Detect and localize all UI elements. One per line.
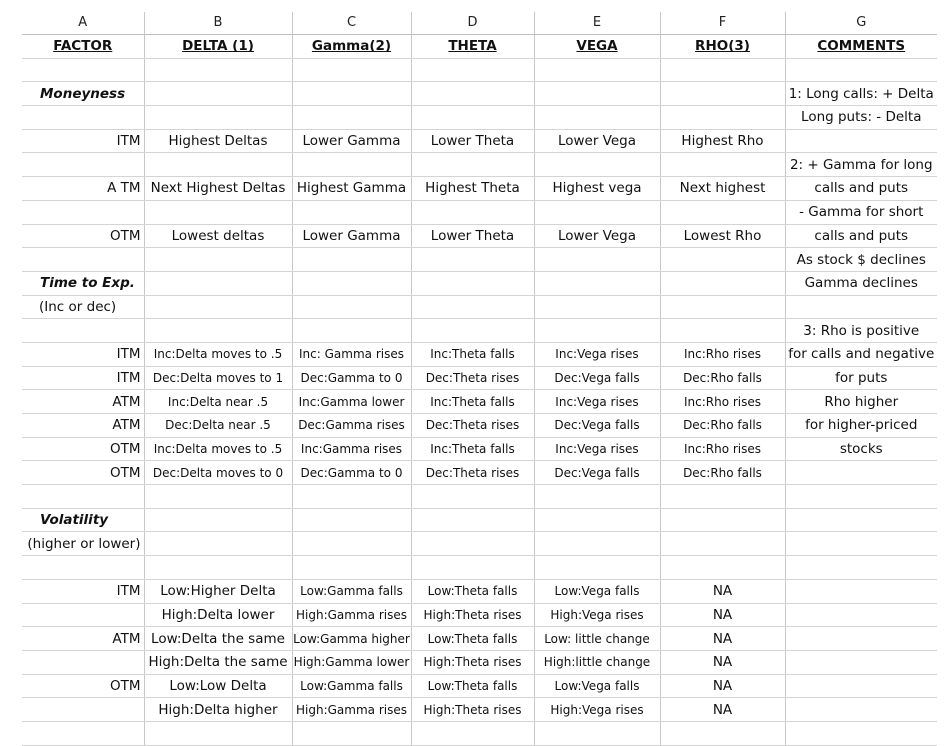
factor-cell[interactable]: ATM xyxy=(22,627,144,651)
vega-cell[interactable]: Highest vega xyxy=(534,177,660,201)
table-row xyxy=(22,106,937,130)
theta-cell[interactable]: Dec:Theta rises xyxy=(411,461,534,485)
comment-cell[interactable]: for puts xyxy=(785,366,937,390)
gamma-cell[interactable]: Low:Gamma falls xyxy=(292,674,411,698)
delta-cell[interactable] xyxy=(144,295,292,319)
comment-cell[interactable]: Rho higher xyxy=(785,390,937,414)
vega-cell[interactable] xyxy=(534,200,660,224)
table-row xyxy=(22,319,937,343)
column-letter[interactable]: G xyxy=(785,12,937,35)
factor-cell[interactable] xyxy=(22,650,144,674)
vega-cell[interactable] xyxy=(534,153,660,177)
column-letter[interactable]: A xyxy=(22,12,144,35)
delta-cell[interactable]: Low:Higher Delta xyxy=(144,579,292,603)
vega-cell[interactable] xyxy=(534,248,660,272)
table-row xyxy=(22,674,937,698)
rho-cell[interactable]: Highest Rho xyxy=(660,129,785,153)
comment-cell[interactable] xyxy=(785,485,937,509)
rho-cell[interactable]: Dec:Rho falls xyxy=(660,366,785,390)
table-row xyxy=(22,461,937,485)
table-row xyxy=(22,177,937,201)
factor-cell[interactable]: Time to Exp. xyxy=(22,271,144,295)
table-row xyxy=(22,721,937,745)
vega-cell[interactable] xyxy=(534,106,660,130)
vega-cell[interactable] xyxy=(534,556,660,580)
column-letter[interactable]: C xyxy=(292,12,411,35)
vega-cell[interactable]: Low:Vega falls xyxy=(534,579,660,603)
rho-cell[interactable]: NA xyxy=(660,650,785,674)
rho-cell[interactable]: Lowest Rho xyxy=(660,224,785,248)
gamma-cell[interactable] xyxy=(292,295,411,319)
vega-cell[interactable]: Dec:Vega falls xyxy=(534,461,660,485)
table-row xyxy=(22,295,937,319)
delta-cell[interactable] xyxy=(144,319,292,343)
theta-cell[interactable] xyxy=(411,271,534,295)
factor-cell[interactable] xyxy=(22,556,144,580)
factor-cell[interactable] xyxy=(22,200,144,224)
comment-cell[interactable]: Gamma declines xyxy=(785,271,937,295)
rho-cell[interactable] xyxy=(660,200,785,224)
rho-cell[interactable]: Inc:Rho rises xyxy=(660,342,785,366)
theta-cell[interactable] xyxy=(411,295,534,319)
comment-cell[interactable] xyxy=(785,129,937,153)
table-row xyxy=(22,82,937,106)
gamma-cell[interactable]: Dec:Gamma to 0 xyxy=(292,366,411,390)
factor-cell[interactable]: ATM xyxy=(22,414,144,438)
gamma-cell[interactable]: Low:Gamma falls xyxy=(292,579,411,603)
delta-cell[interactable] xyxy=(144,153,292,177)
gamma-cell[interactable] xyxy=(292,82,411,106)
header-row xyxy=(22,35,937,59)
header-gamma[interactable]: Gamma(2) xyxy=(292,35,411,59)
gamma-cell[interactable]: Dec:Gamma rises xyxy=(292,414,411,438)
comment-cell[interactable]: 1: Long calls: + Delta xyxy=(785,82,937,106)
factor-cell[interactable]: Volatility xyxy=(22,508,144,532)
theta-cell[interactable] xyxy=(411,153,534,177)
factor-cell[interactable] xyxy=(22,153,144,177)
gamma-cell[interactable] xyxy=(292,200,411,224)
rho-cell[interactable]: NA xyxy=(660,627,785,651)
rho-cell[interactable] xyxy=(660,556,785,580)
comment-cell[interactable]: As stock $ declines xyxy=(785,248,937,272)
factor-cell[interactable] xyxy=(22,603,144,627)
delta-cell[interactable] xyxy=(144,485,292,509)
factor-cell[interactable] xyxy=(22,58,144,82)
rho-cell[interactable]: Dec:Rho falls xyxy=(660,461,785,485)
delta-cell[interactable]: Highest Deltas xyxy=(144,129,292,153)
comment-cell[interactable]: Long puts: - Delta xyxy=(785,106,937,130)
delta-cell[interactable]: Low:Low Delta xyxy=(144,674,292,698)
rho-cell[interactable]: NA xyxy=(660,698,785,722)
comment-cell[interactable] xyxy=(785,698,937,722)
rho-cell[interactable] xyxy=(660,82,785,106)
gamma-cell[interactable]: High:Gamma rises xyxy=(292,603,411,627)
rho-cell[interactable] xyxy=(660,295,785,319)
theta-cell[interactable] xyxy=(411,200,534,224)
vega-cell[interactable]: Lower Vega xyxy=(534,129,660,153)
column-letter[interactable]: E xyxy=(534,12,660,35)
rho-cell[interactable] xyxy=(660,58,785,82)
table-row xyxy=(22,698,937,722)
table-row xyxy=(22,153,937,177)
factor-cell[interactable]: Moneyness xyxy=(22,82,144,106)
table-row xyxy=(22,650,937,674)
table-row xyxy=(22,342,937,366)
rho-cell[interactable]: Dec:Rho falls xyxy=(660,414,785,438)
table-row xyxy=(22,485,937,509)
vega-cell[interactable]: Lower Vega xyxy=(534,224,660,248)
gamma-cell[interactable]: Low:Gamma higher xyxy=(292,627,411,651)
header-vega[interactable]: VEGA xyxy=(534,35,660,59)
table-row xyxy=(22,58,937,82)
delta-cell[interactable] xyxy=(144,556,292,580)
table-row xyxy=(22,129,937,153)
factor-cell[interactable] xyxy=(22,721,144,745)
vega-cell[interactable]: High:Vega rises xyxy=(534,603,660,627)
vega-cell[interactable] xyxy=(534,532,660,556)
vega-cell[interactable]: Low: little change xyxy=(534,627,660,651)
delta-cell[interactable] xyxy=(144,248,292,272)
factor-cell[interactable] xyxy=(22,319,144,343)
theta-cell[interactable]: Lower Theta xyxy=(411,129,534,153)
delta-cell[interactable]: Inc:Delta near .5 xyxy=(144,390,292,414)
gamma-cell[interactable] xyxy=(292,721,411,745)
delta-cell[interactable] xyxy=(144,508,292,532)
gamma-cell[interactable] xyxy=(292,485,411,509)
table-row xyxy=(22,556,937,580)
delta-cell[interactable]: Dec:Delta moves to 1 xyxy=(144,366,292,390)
vega-cell[interactable]: High:Vega rises xyxy=(534,698,660,722)
delta-cell[interactable] xyxy=(144,82,292,106)
table-row xyxy=(22,603,937,627)
comment-cell[interactable]: calls and puts xyxy=(785,224,937,248)
column-letter[interactable]: D xyxy=(411,12,534,35)
vega-cell[interactable] xyxy=(534,721,660,745)
comment-cell[interactable] xyxy=(785,650,937,674)
rho-cell[interactable] xyxy=(660,153,785,177)
rho-cell[interactable] xyxy=(660,508,785,532)
gamma-cell[interactable]: Inc: Gamma rises xyxy=(292,342,411,366)
header-factor[interactable]: FACTOR xyxy=(22,35,144,59)
delta-cell[interactable] xyxy=(144,532,292,556)
vega-cell[interactable] xyxy=(534,82,660,106)
comment-cell[interactable] xyxy=(785,721,937,745)
rho-cell[interactable]: Inc:Rho rises xyxy=(660,390,785,414)
gamma-cell[interactable] xyxy=(292,556,411,580)
rho-cell[interactable]: NA xyxy=(660,603,785,627)
rho-cell[interactable] xyxy=(660,106,785,130)
delta-cell[interactable] xyxy=(144,200,292,224)
vega-cell[interactable]: Inc:Vega rises xyxy=(534,390,660,414)
delta-cell[interactable]: High:Delta higher xyxy=(144,698,292,722)
gamma-cell[interactable] xyxy=(292,106,411,130)
delta-cell[interactable] xyxy=(144,106,292,130)
factor-cell[interactable]: OTM xyxy=(22,437,144,461)
rho-cell[interactable] xyxy=(660,485,785,509)
vega-cell[interactable] xyxy=(534,295,660,319)
factor-cell[interactable]: A TM xyxy=(22,177,144,201)
table-row xyxy=(22,271,937,295)
theta-cell[interactable] xyxy=(411,508,534,532)
table-row xyxy=(22,224,937,248)
rho-cell[interactable] xyxy=(660,319,785,343)
theta-cell[interactable]: Inc:Theta falls xyxy=(411,342,534,366)
gamma-cell[interactable] xyxy=(292,271,411,295)
factor-cell[interactable]: OTM xyxy=(22,674,144,698)
comment-cell[interactable] xyxy=(785,579,937,603)
rho-cell[interactable]: Inc:Rho rises xyxy=(660,437,785,461)
comment-cell[interactable] xyxy=(785,461,937,485)
vega-cell[interactable]: Low:Vega falls xyxy=(534,674,660,698)
theta-cell[interactable]: Highest Theta xyxy=(411,177,534,201)
table-row xyxy=(22,390,937,414)
delta-cell[interactable]: Dec:Delta moves to 0 xyxy=(144,461,292,485)
factor-cell[interactable] xyxy=(22,485,144,509)
theta-cell[interactable]: Low:Theta falls xyxy=(411,674,534,698)
factor-cell[interactable]: ITM xyxy=(22,129,144,153)
theta-cell[interactable]: Inc:Theta falls xyxy=(411,390,534,414)
theta-cell[interactable]: Dec:Theta rises xyxy=(411,366,534,390)
delta-cell[interactable]: High:Delta lower xyxy=(144,603,292,627)
table-row xyxy=(22,200,937,224)
factor-cell[interactable]: (Inc or dec) xyxy=(22,295,144,319)
comment-cell[interactable]: 2: + Gamma for long xyxy=(785,153,937,177)
comment-cell[interactable]: stocks xyxy=(785,437,937,461)
header-delta[interactable]: DELTA (1) xyxy=(144,35,292,59)
theta-cell[interactable]: Low:Theta falls xyxy=(411,627,534,651)
factor-cell[interactable]: ITM xyxy=(22,342,144,366)
comment-cell[interactable] xyxy=(785,508,937,532)
vega-cell[interactable] xyxy=(534,58,660,82)
gamma-cell[interactable] xyxy=(292,532,411,556)
table-row xyxy=(22,366,937,390)
rho-cell[interactable]: Next highest xyxy=(660,177,785,201)
delta-cell[interactable] xyxy=(144,721,292,745)
delta-cell[interactable]: Inc:Delta moves to .5 xyxy=(144,437,292,461)
delta-cell[interactable]: Lowest deltas xyxy=(144,224,292,248)
theta-cell[interactable] xyxy=(411,721,534,745)
delta-cell[interactable]: High:Delta the same xyxy=(144,650,292,674)
vega-cell[interactable]: Dec:Vega falls xyxy=(534,414,660,438)
theta-cell[interactable] xyxy=(411,319,534,343)
rho-cell[interactable] xyxy=(660,248,785,272)
comment-cell[interactable]: 3: Rho is positive xyxy=(785,319,937,343)
gamma-cell[interactable]: High:Gamma lower xyxy=(292,650,411,674)
gamma-cell[interactable] xyxy=(292,153,411,177)
column-letter[interactable]: B xyxy=(144,12,292,35)
gamma-cell[interactable]: High:Gamma rises xyxy=(292,698,411,722)
delta-cell[interactable]: Dec:Delta near .5 xyxy=(144,414,292,438)
vega-cell[interactable] xyxy=(534,485,660,509)
comment-cell[interactable] xyxy=(785,295,937,319)
gamma-cell[interactable]: Inc:Gamma rises xyxy=(292,437,411,461)
theta-cell[interactable]: High:Theta rises xyxy=(411,603,534,627)
theta-cell[interactable] xyxy=(411,248,534,272)
vega-cell[interactable]: Inc:Vega rises xyxy=(534,342,660,366)
spreadsheet-grid xyxy=(22,12,937,746)
comment-cell[interactable] xyxy=(785,674,937,698)
table-row xyxy=(22,508,937,532)
factor-cell[interactable]: OTM xyxy=(22,224,144,248)
comment-cell[interactable] xyxy=(785,532,937,556)
theta-cell[interactable]: High:Theta rises xyxy=(411,698,534,722)
header-rho[interactable]: RHO(3) xyxy=(660,35,785,59)
comment-cell[interactable] xyxy=(785,58,937,82)
table-row xyxy=(22,532,937,556)
comment-cell[interactable] xyxy=(785,556,937,580)
rho-cell[interactable]: NA xyxy=(660,579,785,603)
comment-cell[interactable]: - Gamma for short xyxy=(785,200,937,224)
theta-cell[interactable] xyxy=(411,485,534,509)
delta-cell[interactable] xyxy=(144,58,292,82)
vega-cell[interactable]: Inc:Vega rises xyxy=(534,437,660,461)
rho-cell[interactable] xyxy=(660,532,785,556)
vega-cell[interactable] xyxy=(534,319,660,343)
gamma-cell[interactable]: Highest Gamma xyxy=(292,177,411,201)
theta-cell[interactable] xyxy=(411,556,534,580)
comment-cell[interactable]: for calls and negative xyxy=(785,342,937,366)
header-comments[interactable]: COMMENTS xyxy=(785,35,937,59)
delta-cell[interactable]: Inc:Delta moves to .5 xyxy=(144,342,292,366)
gamma-cell[interactable] xyxy=(292,508,411,532)
factor-cell[interactable]: ITM xyxy=(22,366,144,390)
delta-cell[interactable]: Next Highest Deltas xyxy=(144,177,292,201)
header-theta[interactable]: THETA xyxy=(411,35,534,59)
theta-cell[interactable]: Lower Theta xyxy=(411,224,534,248)
comment-cell[interactable] xyxy=(785,627,937,651)
comment-cell[interactable] xyxy=(785,603,937,627)
theta-cell[interactable] xyxy=(411,532,534,556)
factor-cell[interactable]: OTM xyxy=(22,461,144,485)
vega-cell[interactable]: Dec:Vega falls xyxy=(534,366,660,390)
factor-cell[interactable] xyxy=(22,248,144,272)
gamma-cell[interactable] xyxy=(292,248,411,272)
comment-cell[interactable]: calls and puts xyxy=(785,177,937,201)
theta-cell[interactable]: Dec:Theta rises xyxy=(411,414,534,438)
gamma-cell[interactable]: Dec:Gamma to 0 xyxy=(292,461,411,485)
table-row xyxy=(22,437,937,461)
vega-cell[interactable] xyxy=(534,271,660,295)
gamma-cell[interactable]: Lower Gamma xyxy=(292,129,411,153)
comment-cell[interactable]: for higher-priced xyxy=(785,414,937,438)
rho-cell[interactable] xyxy=(660,271,785,295)
theta-cell[interactable]: Inc:Theta falls xyxy=(411,437,534,461)
gamma-cell[interactable]: Lower Gamma xyxy=(292,224,411,248)
gamma-cell[interactable] xyxy=(292,58,411,82)
factor-cell[interactable] xyxy=(22,698,144,722)
theta-cell[interactable]: Low:Theta falls xyxy=(411,579,534,603)
gamma-cell[interactable] xyxy=(292,319,411,343)
gamma-cell[interactable]: Inc:Gamma lower xyxy=(292,390,411,414)
delta-cell[interactable] xyxy=(144,271,292,295)
table-row xyxy=(22,248,937,272)
factor-cell[interactable]: (higher or lower) xyxy=(22,532,144,556)
vega-cell[interactable] xyxy=(534,508,660,532)
table-row xyxy=(22,414,937,438)
factor-cell[interactable]: ATM xyxy=(22,390,144,414)
factor-cell[interactable] xyxy=(22,106,144,130)
table-row xyxy=(22,627,937,651)
column-letter[interactable]: F xyxy=(660,12,785,35)
theta-cell[interactable]: High:Theta rises xyxy=(411,650,534,674)
column-letters-row xyxy=(22,12,937,35)
delta-cell[interactable]: Low:Delta the same xyxy=(144,627,292,651)
factor-cell[interactable]: ITM xyxy=(22,579,144,603)
rho-cell[interactable] xyxy=(660,721,785,745)
theta-cell[interactable] xyxy=(411,58,534,82)
theta-cell[interactable] xyxy=(411,106,534,130)
theta-cell[interactable] xyxy=(411,82,534,106)
table-row xyxy=(22,579,937,603)
rho-cell[interactable]: NA xyxy=(660,674,785,698)
vega-cell[interactable]: High:little change xyxy=(534,650,660,674)
